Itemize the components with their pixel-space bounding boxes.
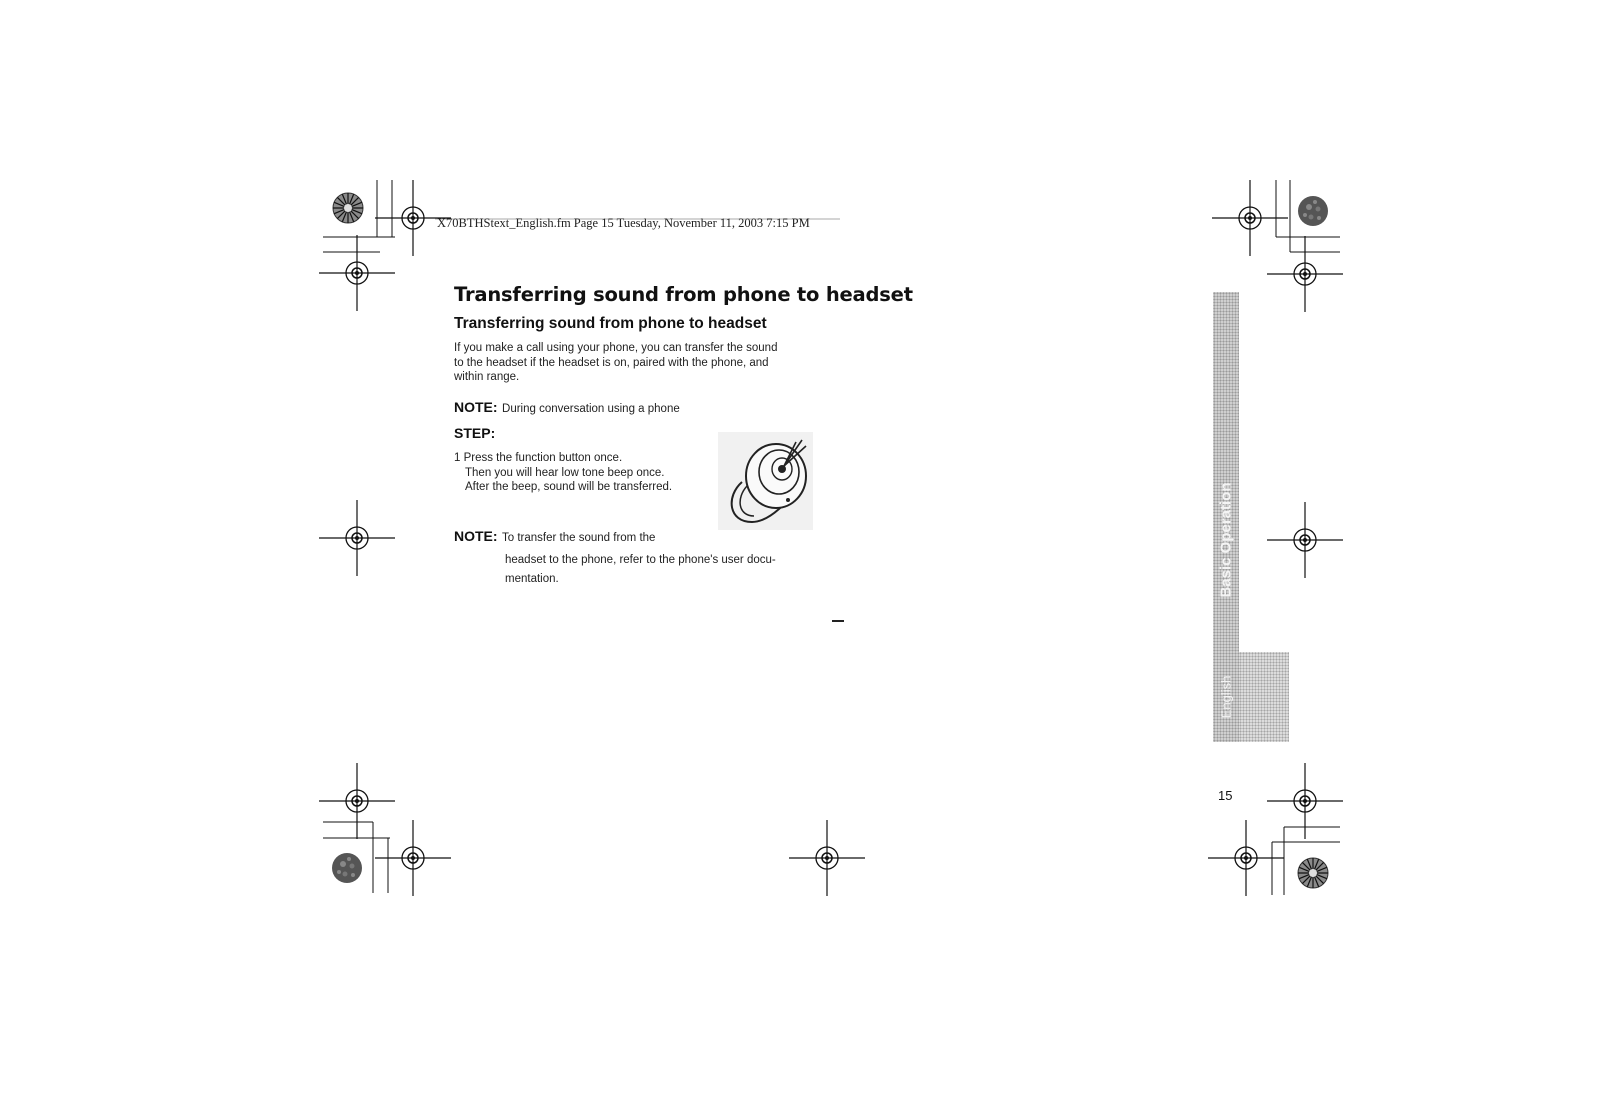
headset-illustration xyxy=(718,432,813,530)
star-target-icon xyxy=(1298,858,1328,888)
registration-mark-icon xyxy=(789,820,865,896)
side-tab-section-label: Basic Operation xyxy=(1217,482,1235,598)
step-line: 1 Press the function button once. xyxy=(454,452,623,464)
note-label: NOTE: xyxy=(454,399,498,415)
step-line: After the beep, sound will be transferred. xyxy=(465,481,673,493)
intro-paragraph xyxy=(454,341,824,385)
language-side-tab xyxy=(1239,652,1289,742)
note-continuation xyxy=(505,551,776,589)
registration-mark-icon xyxy=(1267,236,1343,312)
side-tab-language-label: English xyxy=(1218,675,1234,719)
note-transfer-back xyxy=(454,528,655,546)
page-title: Transferring sound from phone to headset xyxy=(454,283,913,306)
dot-target-icon xyxy=(332,853,362,883)
registration-mark-icon xyxy=(319,235,395,311)
page-number: 15 xyxy=(1218,788,1233,803)
file-header: X70BTHStext_English.fm Page 15 Tuesday, November 11, 2003 7:15 PM xyxy=(437,216,810,230)
intro-line: If you make a call using your phone, you can transfer the sound xyxy=(454,342,778,354)
step-label: STEP: xyxy=(454,425,496,441)
registration-mark-icon xyxy=(375,820,451,896)
registration-mark-icon xyxy=(1208,820,1284,896)
margin-dash xyxy=(832,620,844,622)
note-conversation xyxy=(454,399,680,417)
note-line: mentation. xyxy=(505,573,559,585)
step-instructions xyxy=(454,451,672,495)
registration-mark-icon xyxy=(1212,180,1288,256)
registration-mark-icon xyxy=(1267,502,1343,578)
intro-line: to the headset if the headset is on, paired with the phone, and xyxy=(454,356,769,369)
registration-mark-icon xyxy=(319,763,395,839)
section-subtitle: Transferring sound from phone to headset xyxy=(454,315,767,332)
registration-mark-icon xyxy=(319,500,395,576)
note-text: During conversation using a phone xyxy=(502,403,680,415)
registration-mark-icon xyxy=(1267,763,1343,839)
note-label: NOTE: xyxy=(454,528,498,544)
dot-target-icon xyxy=(1298,196,1328,226)
star-target-icon xyxy=(333,193,363,223)
note-text: To transfer the sound from the xyxy=(502,532,656,544)
intro-line: within range. xyxy=(454,371,520,383)
note-line: headset to the phone, refer to the phone's user docu- xyxy=(505,554,776,566)
step-line: Then you will hear low tone beep once. xyxy=(465,466,665,479)
